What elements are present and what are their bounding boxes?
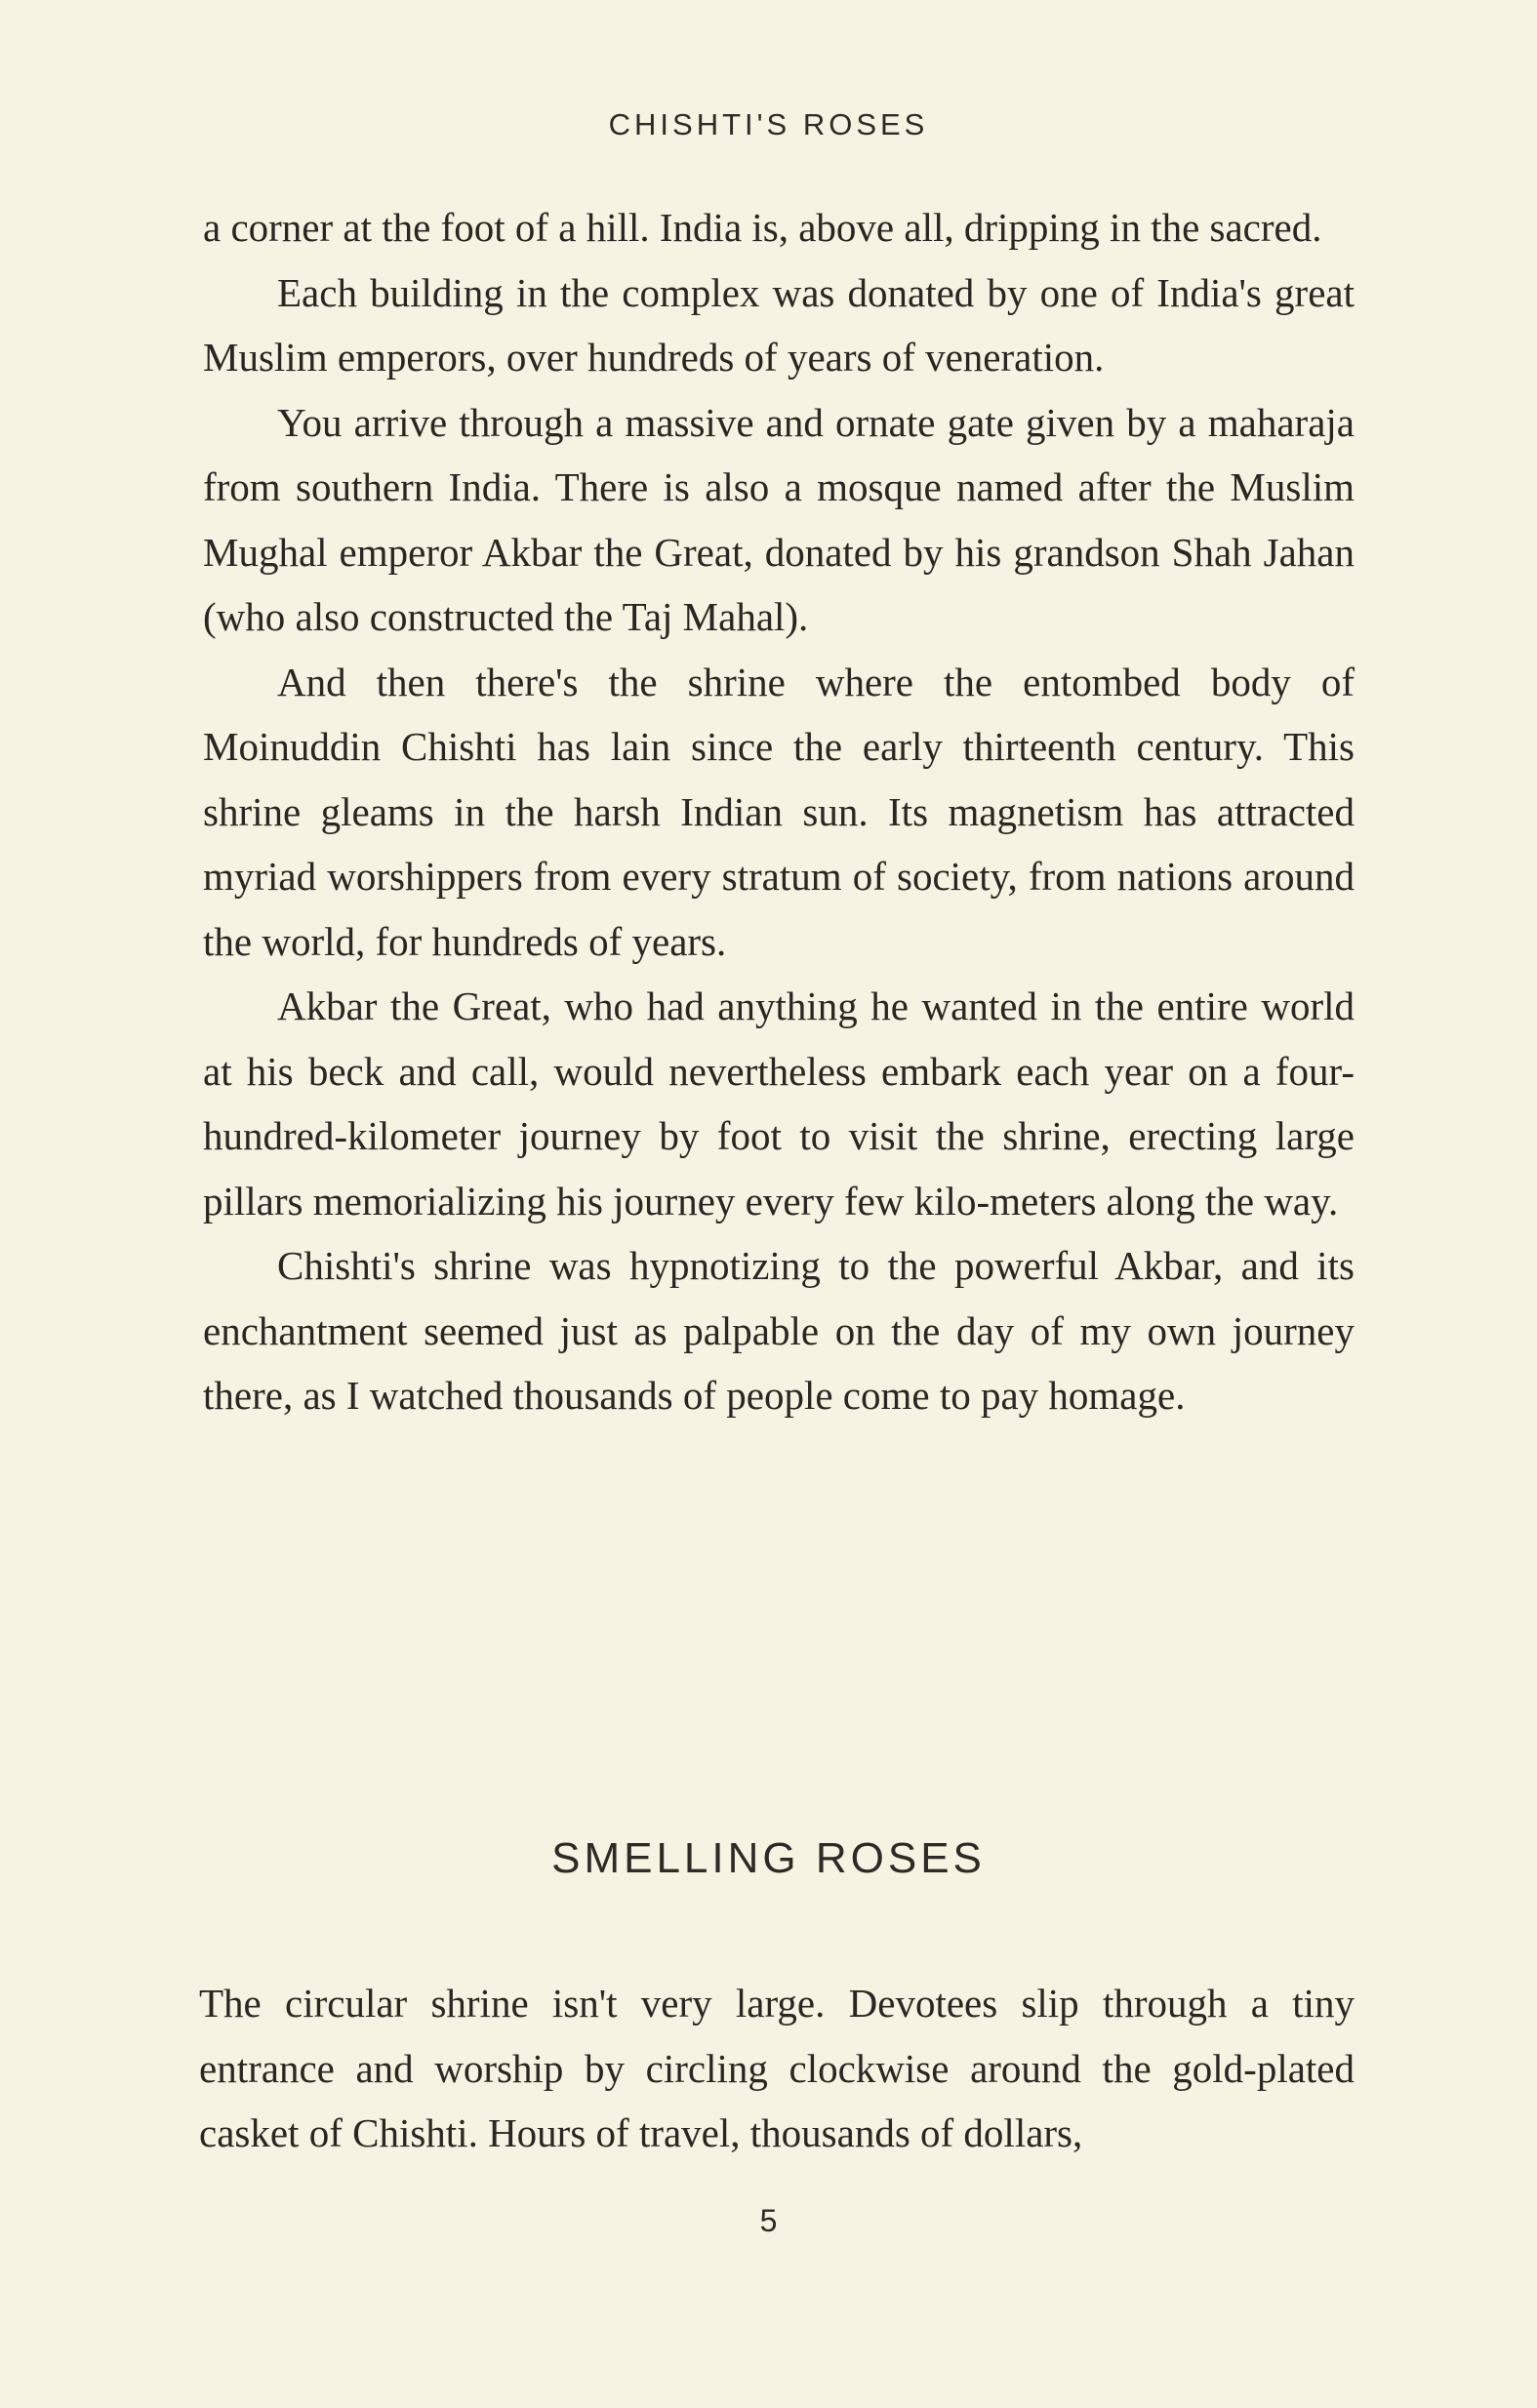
paragraph: Akbar the Great, who had anything he wanted in the entire world at his beck and call, would nevertheless embark each year on a four-hundred-kilometer journey by foot to visit the shrine, erecting large pillars memorializing his journey every few kilo-meters along the way. [203, 983, 1355, 1224]
paragraph: The circular shrine isn't very large. Devotees slip through a tiny entrance and worship by circling clockwise around the gold-plated casket of Chishti. Hours of travel, thousands of dollars, [199, 1981, 1355, 2155]
paragraph: a corner at the foot of a hill. India is, above all, dripping in the sacred. [203, 205, 1322, 250]
section-body-text [199, 1971, 1355, 2166]
running-head: CHISHTI'S ROSES [608, 107, 929, 141]
paragraph: Chishti's shrine was hypnotizing to the powerful Akbar, and its enchantment seemed just as palpable on the day of my own journey there, as I watched thousands of people come to pay homage. [203, 1243, 1355, 1418]
page-number: 5 [759, 2203, 778, 2238]
body-text [203, 195, 1355, 1428]
paragraph: And then there's the shrine where the entombed body of Moinuddin Chishti has lain since the early thirteenth century. This shrine gleams in the harsh Indian sun. Its magnetism has attracted myriad worshippers from every stratum of society, from nations around the world, for hundreds of years. [203, 659, 1355, 964]
section-heading: SMELLING ROSES [551, 1834, 986, 1882]
paragraph: You arrive through a massive and ornate gate given by a maharaja from southern India. There is also a mosque named after the Muslim Mughal emperor Akbar the Great, donated by his grandson Shah Jahan (who also constructed the Taj Mahal). [203, 399, 1355, 639]
paragraph: Each building in the complex was donated by one of India's great Muslim emperors, over hundreds of years of veneration. [203, 269, 1355, 380]
